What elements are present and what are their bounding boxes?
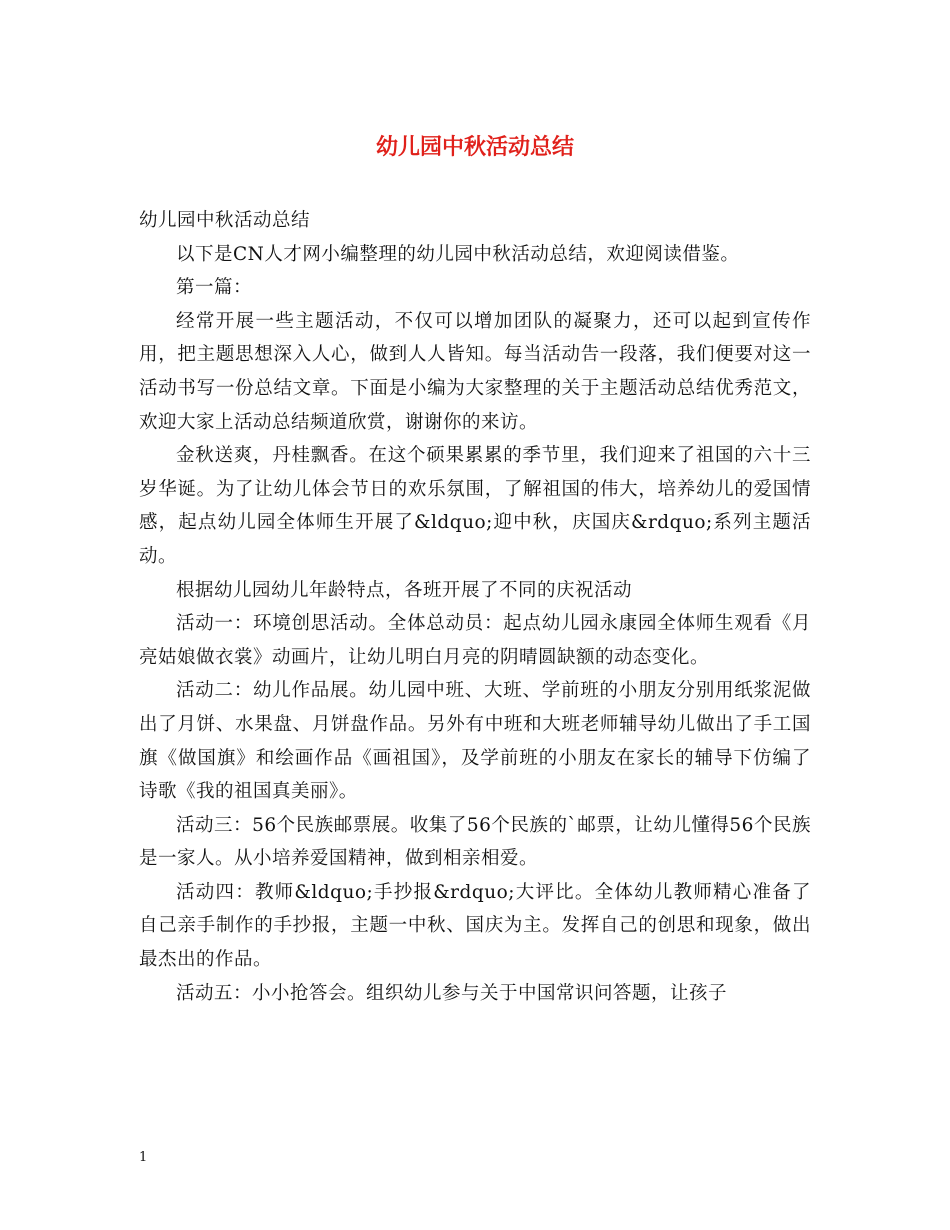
paragraph: 活动二：幼儿作品展。幼儿园中班、大班、学前班的小朋友分别用纸浆泥做出了月饼、水果盘、月饼盘作品。另外有中班和大班老师辅导幼儿做出了手工国旗《做国旗》和绘画作品《画祖国》，及学前班的小朋友在家长的辅导下仿编了诗歌《我的祖国真美丽》。 (139, 680, 811, 803)
paragraph: 金秋送爽，丹桂飘香。在这个硕果累累的季节里，我们迎来了祖国的六十三岁华诞。为了让幼儿体会节日的欢乐氛围，了解祖国的伟大，培养幼儿的爱国情感，起点幼儿园全体师生开展了&ldquo;迎中秋，庆国庆&rdquo;系列主题活动。 (139, 445, 811, 567)
paragraph: 活动三：56个民族邮票展。收集了56个民族的`邮票，让幼儿懂得56个民族是一家人。从小培养爱国精神，做到相亲相爱。 (139, 814, 811, 870)
paragraph: 活动一：环境创思活动。全体总动员：起点幼儿园永康园全体师生观看《月亮姑娘做衣裳》动画片，让幼儿明白月亮的阴晴圆缺额的动态变化。 (139, 613, 811, 668)
paragraph: 以下是CN人才网小编整理的幼儿园中秋活动总结，欢迎阅读借鉴。 (176, 243, 740, 265)
page-number: 1 (139, 1150, 148, 1165)
paragraph: 第一篇： (176, 277, 253, 299)
document-title: 幼儿园中秋活动总结 (375, 134, 574, 160)
document-body (139, 204, 811, 1010)
paragraph: 幼儿园中秋活动总结 (139, 210, 311, 231)
paragraph: 根据幼儿园幼儿年龄特点，各班开展了不同的庆祝活动 (176, 579, 633, 601)
paragraph: 活动五：小小抢答会。组织幼儿参与关于中国常识问答题，让孩子 (176, 982, 728, 1004)
paragraph: 活动四：教师&ldquo;手抄报&rdquo;大评比。全体幼儿教师精心准备了自己亲手制作的手抄报，主题一中秋、国庆为主。发挥自己的创思和现象，做出最杰出的作品。 (139, 881, 811, 971)
paragraph: 经常开展一些主题活动，不仅可以增加团队的凝聚力，还可以起到宣传作用，把主题思想深入人心，做到人人皆知。每当活动告一段落，我们便要对这一活动书写一份总结文章。下面是小编为大家整理的关于主题活动总结优秀范文，欢迎大家上活动总结频道欣赏，谢谢你的来访。 (139, 310, 811, 433)
